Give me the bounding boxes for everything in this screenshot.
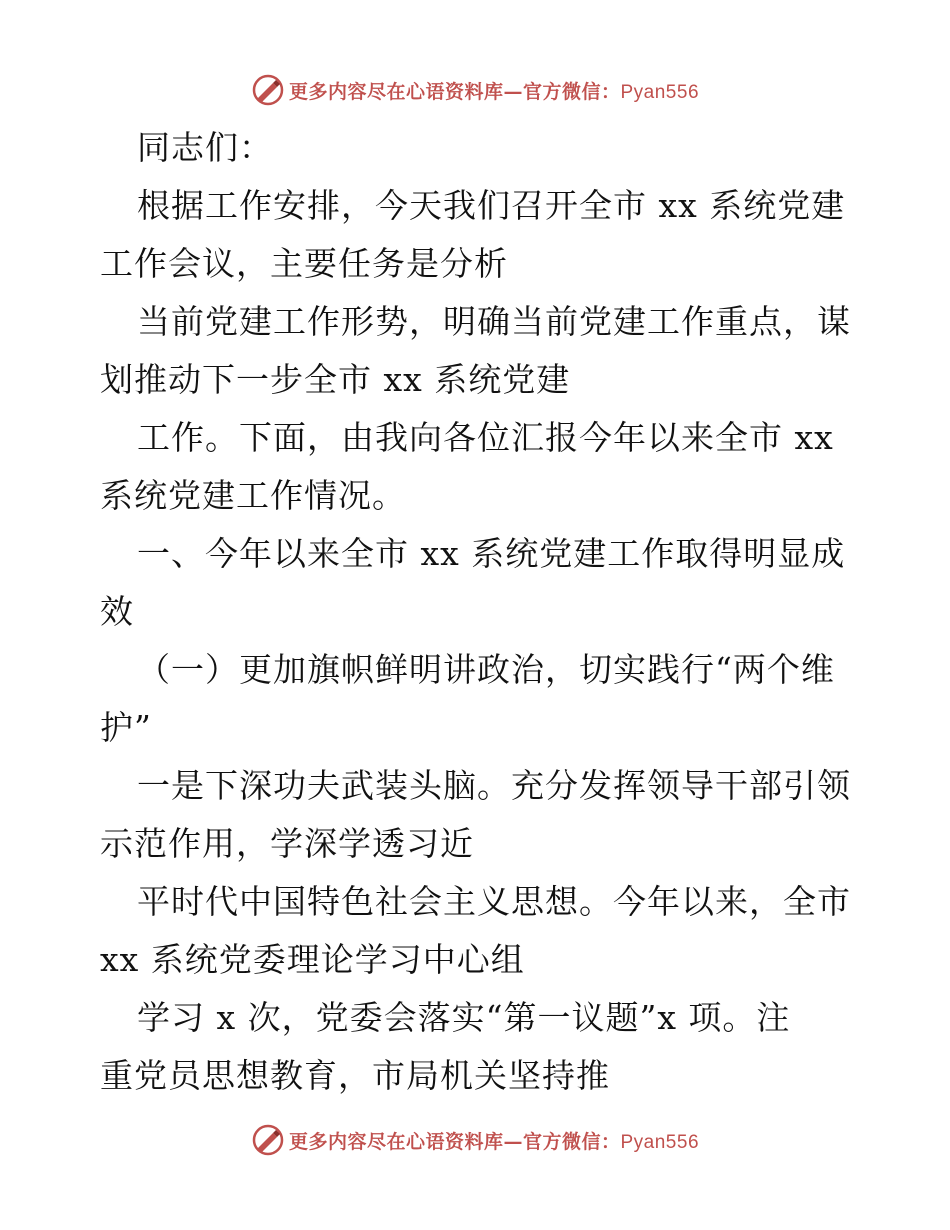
paragraph-line: 重党员思想教育，市局机关坚持推 xyxy=(100,1056,610,1095)
paragraph-line: 系统党建工作情况。 xyxy=(100,476,406,515)
paragraph-line: xx 系统党委理论学习中心组 xyxy=(100,940,525,979)
paragraph-line: 划推动下一步全市 xx 系统党建 xyxy=(100,360,571,399)
pen-logo-icon xyxy=(251,1123,285,1157)
section-heading: 一、今年以来全市 xx 系统党建工作取得明显成 xyxy=(137,534,846,573)
paragraph-line: 平时代中国特色社会主义思想。今年以来，全市 xyxy=(137,882,851,921)
footer-wechat-id: Pyan556 xyxy=(620,1131,700,1153)
subsection-heading: 护” xyxy=(100,708,152,747)
header-banner-text: 更多内容尽在心语资料库—官方微信：Pyan556 xyxy=(288,80,700,103)
pen-logo-icon xyxy=(251,73,285,107)
paragraph-line: 当前党建工作形势，明确当前党建工作重点，谋 xyxy=(137,302,851,341)
paragraph-line: 示范作用，学深学透习近 xyxy=(100,824,474,863)
paragraph-line: 一是下深功夫武装头脑。充分发挥领导干部引领 xyxy=(137,766,851,805)
paragraph-line: 根据工作安排，今天我们召开全市 xx 系统党建 xyxy=(137,186,846,225)
footer-banner-text: 更多内容尽在心语资料库—官方微信：Pyan556 xyxy=(288,1130,700,1153)
subsection-heading: （一）更加旗帜鲜明讲政治，切实践行“两个维 xyxy=(137,650,835,689)
paragraph-line: 学习 x 次，党委会落实“第一议题”x 项。注 xyxy=(137,998,791,1037)
header-wechat-id: Pyan556 xyxy=(620,81,700,103)
paragraph-line: 工作。下面，由我向各位汇报今年以来全市 xx xyxy=(137,418,834,457)
section-heading: 效 xyxy=(100,592,134,631)
header-banner xyxy=(0,70,950,110)
footer-banner xyxy=(0,1120,950,1160)
paragraph-line: 工作会议，主要任务是分析 xyxy=(100,244,508,283)
salutation: 同志们： xyxy=(137,128,273,167)
